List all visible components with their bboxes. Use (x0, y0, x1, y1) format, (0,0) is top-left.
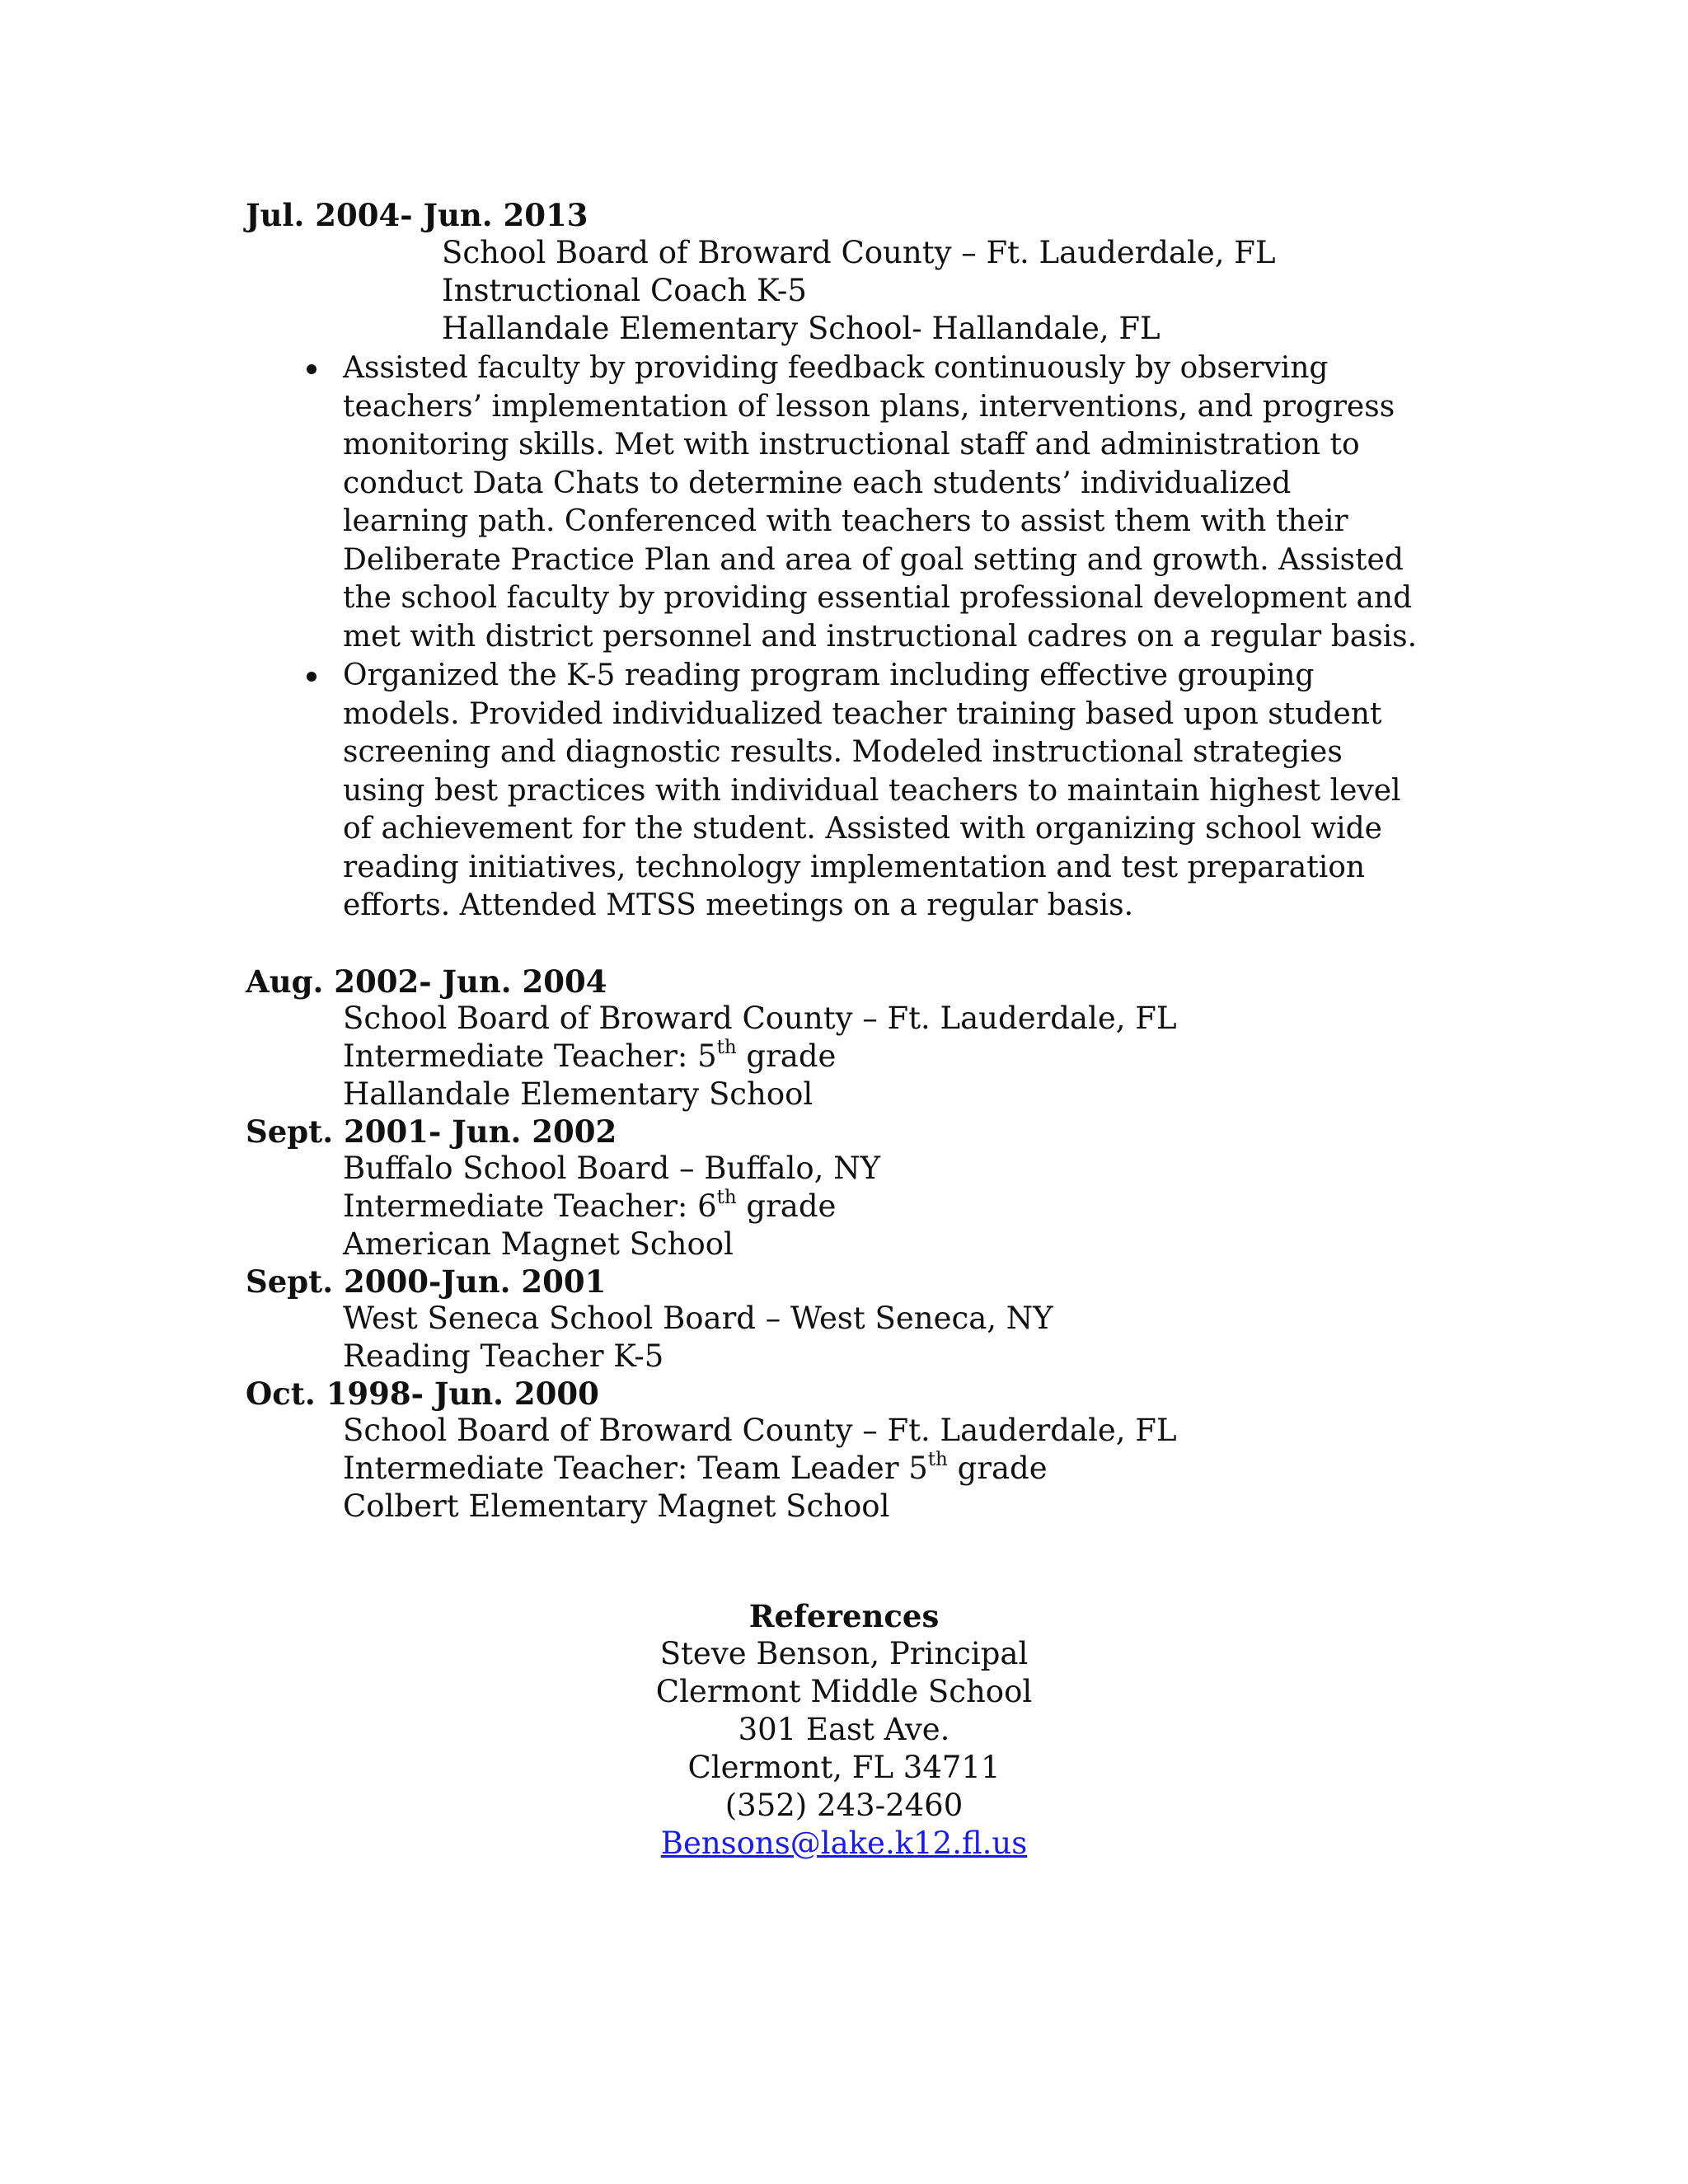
job-bullet: Organized the K-5 reading program including effective grouping models. Provided individualized teacher training based upon student screening and diagnostic results. Modeled instructional strategies using best practices with individual teachers to maintain highest level of achievement for the student. Assisted with organizing school wide reading initiatives, technology implementation and test preparation efforts. Attended MTSS meetings on a regular basis. (343, 658, 1401, 922)
job-school: Colbert Elementary Magnet School (343, 1488, 890, 1524)
job-school: Hallandale Elementary School (343, 1076, 814, 1112)
job-date: Oct. 1998- Jun. 2000 (246, 1376, 599, 1412)
job-date: Jul. 2004- Jun. 2013 (246, 197, 588, 233)
bullet-icon (307, 364, 316, 374)
job-title: Reading Teacher K-5 (343, 1338, 664, 1374)
reference-school: Clermont Middle School (655, 1674, 1033, 1709)
reference-city: Clermont, FL 34711 (687, 1750, 1001, 1785)
job-employer: School Board of Broward County – Ft. Lauderdale, FL (442, 235, 1276, 270)
job-title: Intermediate Teacher: Team Leader 5th grade (343, 1449, 1048, 1486)
job-school: American Magnet School (343, 1226, 734, 1262)
reference-phone: (352) 243-2460 (724, 1788, 964, 1823)
job-title: Instructional Coach K-5 (442, 273, 807, 308)
job-date: Sept. 2000-Jun. 2001 (246, 1263, 607, 1300)
job-title: Intermediate Teacher: 5th grade (343, 1037, 837, 1074)
references-section (0, 1597, 1688, 1863)
references-heading: References (748, 1598, 940, 1634)
job-employer: Buffalo School Board – Buffalo, NY (343, 1151, 880, 1186)
reference-email-link[interactable]: Bensons@lake.k12.fl.us (660, 1825, 1028, 1861)
reference-address: 301 East Ave. (738, 1712, 950, 1747)
bullet-icon (307, 672, 316, 682)
job-employer: West Seneca School Board – West Seneca, NY (343, 1301, 1053, 1336)
job-school: Hallandale Elementary School- Hallandale, FL (442, 311, 1160, 346)
job-date: Sept. 2001- Jun. 2002 (246, 1113, 617, 1150)
job-employer: School Board of Broward County – Ft. Lauderdale, FL (343, 1413, 1177, 1448)
job-employer: School Board of Broward County – Ft. Lauderdale, FL (343, 1001, 1177, 1036)
job-bullet: Assisted faculty by providing feedback continuously by observing teachers’ implementation of lesson plans, interventions, and progress monitoring skills. Met with instructional staff and administration to conduct Data Chats to determine each students’ individualized learning path. Conferenced with teachers to assist them with their Deliberate Practice Plan and area of goal setting and growth. Assisted the school faculty by providing essential professional development and met with district personnel and instructional cadres on a regular basis. (343, 351, 1418, 654)
reference-name: Steve Benson, Principal (659, 1636, 1029, 1671)
job-date: Aug. 2002- Jun. 2004 (246, 963, 607, 1000)
job-title: Intermediate Teacher: 6th grade (343, 1187, 837, 1224)
